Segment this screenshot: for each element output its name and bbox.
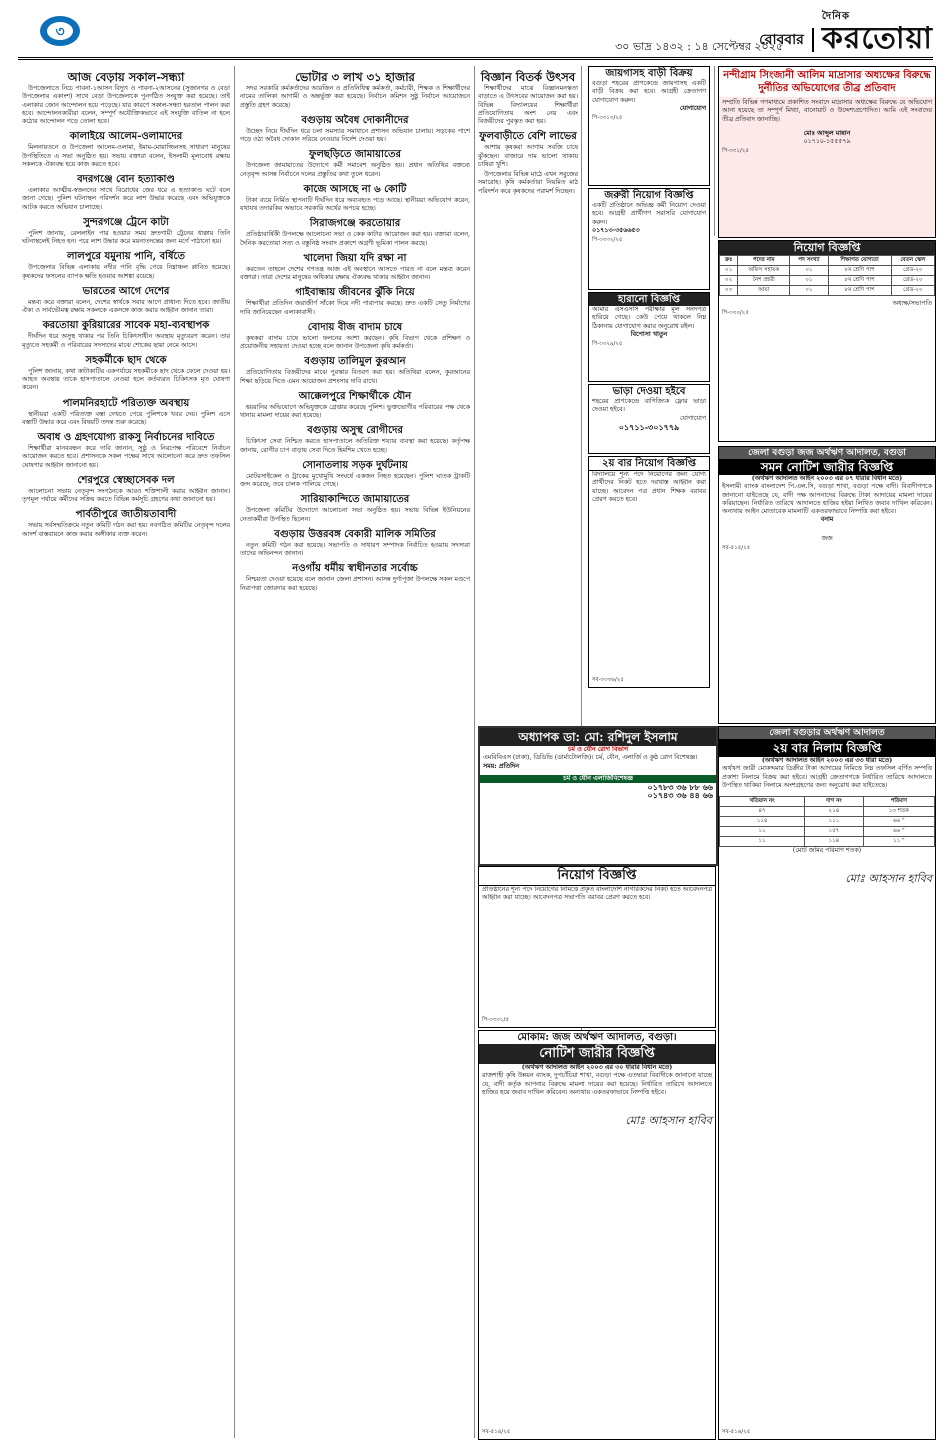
table-cell: ০৩ bbox=[720, 286, 738, 296]
ad-sub: (অর্থঋণ আদালত আইন ২০০৩ এর ৩০ ধারার বিধান মতে) bbox=[521, 1064, 673, 1071]
doctor-band: চর্ম ও যৌন এলার্জিবিশেষজ্ঞ bbox=[480, 775, 716, 783]
ad-sign: মোঃ আব্দুল মান্নান bbox=[803, 129, 851, 137]
table-row bbox=[720, 266, 935, 276]
table-cell: ১৫৭ bbox=[805, 827, 864, 837]
ad-title: নিয়োগ বিজ্ঞপ্তি bbox=[479, 867, 715, 886]
article-headline: খালেদা জিয়া যদি রক্ষা না bbox=[303, 252, 407, 264]
table-cell: ৪৭ bbox=[720, 807, 805, 817]
table-cell: ৬৬ ” bbox=[863, 817, 934, 827]
article-paragraph: পুলিশ জানায়, রেললাইন পার হওয়ার সময় দ্রুতগামী ট্রেনের ধাক্কায় তিনি ঘটনাস্থলেই নিহত হন। পরে লাশ উদ্ধার করে ময়নাতদন্তের জন্য মর্গে পাঠানো হয়। bbox=[22, 229, 230, 245]
ad-code: পি-৩৩১৩/২৫ bbox=[592, 115, 623, 121]
news-column-1 bbox=[22, 66, 230, 1438]
table-cell: ৮ম শ্রেণি পাশ bbox=[828, 266, 891, 276]
table-cell: ০১ bbox=[720, 266, 738, 276]
ad-contact: যোগাযোগ bbox=[679, 414, 706, 422]
article-paragraph: সদর সরকারি কর্মকর্তাদের আরজিন ও প্রতিনিধিত্ব কর্মকর্তা, কর্মচারী, শিক্ষক ও শিক্ষার্থীদের নামের তালিকা আগামী ও অন্তর্ভুক্ত করা হয়েছে। নির্বাচন কমিশন সুষ্ঠু নির্বাচন আয়োজনে প্রস্তুতি গ্রহণ করেছে। bbox=[240, 85, 470, 109]
ad-recruitment-2 bbox=[478, 866, 716, 1028]
table-header: পদের নাম bbox=[738, 256, 790, 266]
table-header: পদ সংখ্যা bbox=[790, 256, 828, 266]
table-cell: নৈশ প্রহরী bbox=[738, 276, 790, 286]
article-headline: গাইবান্ধায় জীবনের ঝুঁকি নিয়ে bbox=[295, 287, 415, 299]
article-paragraph: হয়রানির অভিযোগে অভিযুক্তকে গ্রেপ্তার করেছে পুলিশ। ভুক্তভোগীর পরিবারের পক্ষ থেকে থানায় মামলা দায়ের করা হয়েছে। bbox=[240, 403, 470, 419]
table-cell: ৮ম শ্রেণি পাশ bbox=[828, 276, 891, 286]
ad-code: পি-৩৩৩২/২৫ bbox=[592, 237, 623, 243]
masthead-day: রোববার bbox=[759, 28, 814, 52]
court-bar: জেলা বগুড়া জজ অর্থঋণ আদালত, বগুড়া bbox=[719, 447, 935, 459]
ad-title: জরুরী নিয়োগ বিজ্ঞপ্তি bbox=[604, 190, 694, 201]
ad-versus: বনাম bbox=[820, 516, 834, 524]
ad-title: হারানো বিজ্ঞপ্তি bbox=[589, 293, 709, 306]
article-paragraph: সভায় সর্বসম্মতিক্রমে নতুন কমিটি গঠন করা হয়। নবগঠিত কমিটির নেতৃবৃন্দ দলের আদর্শ বাস্তবায়নে কাজ করার অঙ্গীকার ব্যক্ত করেন। bbox=[22, 522, 230, 538]
ad-title: ২য় বার নিলাম বিজ্ঞপ্তি bbox=[719, 739, 935, 757]
doctor-name: অধ্যাপক ডা: মো: রশিদুল ইসলাম bbox=[480, 728, 716, 746]
ad-body: একটি প্রতিষ্ঠানে অভিজ্ঞ কর্মী নিয়োগ দেওয়া হবে। আগ্রহী প্রার্থীগণ সরাসরি যোগাযোগ করুন। bbox=[592, 202, 706, 226]
article-headline: বগুড়ায় অসুস্থ রোগীদের bbox=[307, 425, 403, 437]
auction-total: (মোট জমির পরিমাণ শতক) bbox=[792, 847, 862, 854]
table-cell: ০১ bbox=[790, 276, 828, 286]
ad-body: রাজশাহী কৃষি উন্নয়ন ব্যাংক, দুপচাঁচিয়া শাখা, বগুড়া পক্ষে এতদ্বারা বিবাদীকে জানানো যাচ্ছে যে, বাদী কর্তৃক আপনার বিরুদ্ধে মামলা দায়ের করা হয়েছে। নির্ধারিত তারিখে আদালতে হাজির হয়ে জবাব দাখিল করিবেন। অন্যথায় একতরফাভাবে নিষ্পত্তি হইবে। bbox=[482, 1072, 712, 1096]
table-cell: ০২ bbox=[720, 276, 738, 286]
news-column-3 bbox=[478, 66, 578, 786]
ad-code: সব-৫১৪/২৫ bbox=[482, 1428, 511, 1435]
doctor-body: এমবিবিএস (ঢাকা), ডিডিভি (ডার্মাটোলজি)। চর্ম, যৌন, এলার্জি ও কুষ্ঠ রোগ বিশেষজ্ঞ। bbox=[483, 754, 698, 762]
brand-top: দৈনিক bbox=[821, 11, 850, 22]
article-headline: বিজ্ঞান বিতর্ক উৎসব bbox=[480, 70, 576, 84]
masthead-date: ৩০ ভাদ্র ১৪৩২ : ১৪ সেপ্টেম্বর ২০২৫ bbox=[615, 40, 783, 53]
ad-signature: মোঃ আহসান হাবিব bbox=[625, 1114, 712, 1127]
court-name: মোকাম: জজ অর্থঋণ আদালত, বগুড়া। bbox=[517, 1032, 677, 1043]
page-number: ৩ bbox=[55, 24, 65, 40]
article-headline: নওগাঁয় ধর্মীয় স্বাধীনতার সর্বোচ্চ bbox=[292, 563, 418, 575]
article-headline: সোনাতলায় সড়ক দুর্ঘটনায় bbox=[302, 459, 408, 471]
article-paragraph: কৃষকরা বাদাম চাষে ভালো ফলনের আশা করছেন। কৃষি বিভাগ থেকে প্রশিক্ষণ ও প্রয়োজনীয় সহায়তা দেওয়া হচ্ছে বলে জানান উপজেলা কৃষি কর্মকর্তা। bbox=[240, 334, 470, 350]
article-paragraph: প্রতিষ্ঠাবার্ষিকী উপলক্ষে আলোচনা সভা ও কেক কাটার আয়োজন করা হয়। বক্তারা বলেন, দৈনিক করতোয়া সত্য ও বস্তুনিষ্ঠ সংবাদ প্রকাশে অগ্রণী ভূমিকা পালন করছে। bbox=[240, 231, 470, 247]
article-headline: কালাইয়ে আলেম-ওলামাদের bbox=[69, 131, 183, 143]
ad-code: সব-৫১৫/২৫ bbox=[722, 544, 751, 551]
table-cell: ১১ bbox=[720, 827, 805, 837]
ad-footer: অধ্যক্ষ/সভাপতি bbox=[892, 300, 932, 307]
article-paragraph: স্থানীয়রা একটি পরিত্যক্ত বস্তা দেখতে পেয়ে পুলিশকে খবর দেয়। পুলিশ এসে বস্তাটি উদ্ধার করে এবং বিষয়টি তদন্ত শুরু করেছে। bbox=[22, 410, 230, 426]
ad-body: সম্প্রতি বিভিন্ন গণমাধ্যমে প্রকাশিত সংবাদে মাদ্রাসার অধ্যক্ষের বিরুদ্ধে যে অভিযোগ আনা হয়েছে তা সম্পূর্ণ মিথ্যা, বানোয়াট ও উদ্দেশ্যপ্রণোদিত। আমি এই সংবাদের তীব্র প্রতিবাদ জানাচ্ছি। bbox=[722, 99, 932, 123]
column-divider bbox=[714, 66, 715, 236]
ad-title: নন্দীগ্রাম সিংজানী আলিম মাদ্রাসার অধ্যক্ষের বিরুদ্ধে দুর্নীতির অভিযোগের তীব্র প্রতিবাদ bbox=[719, 67, 935, 97]
ad-code: পি-৩৩২৯/২৫ bbox=[592, 341, 623, 347]
ad-code: সব-৩৩৩৬/২৫ bbox=[592, 676, 624, 683]
article-paragraph: এলাকার আত্মীয়-স্বজনদের সাথে বিরোধের জের ধরে এ হত্যাকাণ্ড ঘটে বলে জানা গেছে। পুলিশ ঘটনাস্থল পরিদর্শন করে লাশ উদ্ধার করেছে এবং অভিযুক্তকে আটক করতে অভিযান চালাচ্ছে। bbox=[22, 187, 230, 211]
article-headline: ফুলবাড়ীতে বেশি লাভের bbox=[479, 131, 577, 143]
article-paragraph: শিক্ষার্থীরা প্রতিদিন জরাজীর্ণ সাঁকো দিয়ে নদী পারাপার করছে। দ্রুত একটি সেতু নির্মাণের দাবি জানিয়েছেন এলাকাবাসী। bbox=[240, 300, 470, 316]
ad-name: বিপোসা খাতুন bbox=[630, 330, 668, 338]
table-cell: গ্রেড-২০ bbox=[891, 276, 934, 286]
ad-doctor bbox=[478, 726, 718, 866]
table-cell: ১১১ bbox=[805, 817, 864, 827]
article-paragraph: নিশ্চয়তা দেওয়া হয়েছে বলে জানান জেলা প্রশাসন। আসন্ন দুর্গাপূজা উপলক্ষে সকল মণ্ডপে নিরাপত্তা জোরদার করা হয়েছে। bbox=[240, 576, 470, 592]
table-header-row bbox=[720, 797, 935, 807]
article-paragraph: করতেন তাহলে দেশের গণতন্ত্র আজ এই অবস্থানে আসতে পারত না বলে মন্তব্য করেন বক্তারা। তারা দেশের মানুষের অধিকার রক্ষায় ঐক্যবদ্ধ থাকার আহ্বান জানান। bbox=[240, 265, 470, 281]
article-headline: পার্বতীপুরে জাতীয়তাবাদী bbox=[75, 509, 177, 521]
ad-contact: যোগাযোগ bbox=[679, 104, 706, 112]
ad-sub: (অর্থঋণ আদালত আইন ২০০৩ এর ০৭ ধারার বিধান মতে) bbox=[751, 475, 903, 482]
article-headline: আজ বেড়ায় সকাল-সন্ধ্যা bbox=[67, 70, 185, 84]
ad-title: জায়গাসহ বাড়ী বিক্রয় bbox=[605, 68, 693, 79]
table-row bbox=[720, 827, 935, 837]
article-headline: করতোয়া কুরিয়ারের সাবেক মহা-ব্যবস্থাপক bbox=[42, 320, 210, 332]
table-header: পরিমাণ bbox=[863, 797, 934, 807]
table-header: খতিয়ান নং bbox=[720, 797, 805, 807]
ad-body: শহরের প্রাণকেন্দ্রে বাণিজ্যিক ফ্লোর ভাড়া দেওয়া হইবে। bbox=[592, 398, 706, 414]
article-paragraph: মোটরসাইকেল ও ট্রাকের মুখোমুখি সংঘর্ষে একজন নিহত হয়েছেন। পুলিশ ঘাতক ট্রাকটি জব্দ করেছে, তবে চালক পালিয়ে গেছে। bbox=[240, 472, 470, 488]
ad-urgent-job bbox=[588, 188, 710, 290]
article-paragraph: দীর্ঘদিন ধরে অসুস্থ থাকার পর তিনি চিকিৎসাধীন অবস্থায় মৃত্যুবরণ করেন। তার মৃত্যুতে সহকর্মী ও পরিবারের সদস্যদের মাঝে শোকের ছায়া নেমে আসে। bbox=[22, 333, 230, 349]
table-cell: ১৩ শতক bbox=[863, 807, 934, 817]
article-paragraph: উচ্ছেদ নিয়ে দীর্ঘদিন ধরে চলা সমস্যার সমাধানে প্রশাসন অভিযান চালায়। সড়কের পাশে গড়ে ওঠা অবৈধ দোকান সরিয়ে নেওয়ার নির্দেশ দেওয়া হয়। bbox=[240, 127, 470, 143]
article-headline: অবাধ ও গ্রহণযোগ্য রাকসু নির্বাচনের দাবিতে bbox=[37, 432, 215, 443]
ad-lost-notice bbox=[588, 292, 710, 382]
article-paragraph: উপজেলার বিভিন্ন মাঠে এখন সবুজের সমারোহ। কৃষি কর্মকর্তারা নিয়মিত মাঠ পরিদর্শন করে কৃষকদের পরামর্শ দিচ্ছেন। bbox=[478, 171, 578, 195]
table-header: ক্রঃ bbox=[720, 256, 738, 266]
ad-court-notice bbox=[478, 1030, 716, 1440]
ad-title: সমন নোটিশ জারীর বিজ্ঞপ্তি bbox=[719, 459, 935, 475]
ad-madrasa-protest bbox=[718, 66, 936, 238]
article-headline: শেরপুরে স্বেচ্ছাসেবক দল bbox=[77, 474, 175, 486]
article-paragraph: আশায় কৃষকরা আগাম সবজি চাষে ঝুঁকছেন। বাজারে দাম ভালো থাকায় চাষিরা খুশি। bbox=[478, 144, 578, 168]
article-paragraph: মন্তব্য করে বক্তারা বলেন, দেশের স্বার্থকে সবার আগে প্রাধান্য দিতে হবে। জাতীয় ঐক্য ও সার্বভৌমত্ব রক্ষায় সকলকে একসঙ্গে কাজ করার আহ্বান জানান তারা। bbox=[22, 298, 230, 314]
doctor-slot: সময়: প্রতিদিন bbox=[483, 762, 519, 770]
table-header: শিক্ষাগত যোগ্যতা bbox=[828, 256, 891, 266]
table-header: বেতন স্কেল bbox=[891, 256, 934, 266]
column-divider bbox=[234, 66, 235, 1438]
table-cell: আয়া bbox=[738, 286, 790, 296]
article-headline: আক্কেলপুরে শিক্ষার্থীকে যৌন bbox=[298, 390, 412, 402]
article-paragraph: প্রতিযোগিতায় বিজয়ীদের মাঝে পুরস্কার বিতরণ করা হয়। অতিথিরা বলেন, কুরআনের শিক্ষা ছড়িয়ে দিতে এমন আয়োজন প্রশংসার দাবি রাখে। bbox=[240, 369, 470, 385]
table-row bbox=[720, 807, 935, 817]
table-row bbox=[720, 837, 935, 847]
table-cell: ৬৬ ” bbox=[863, 827, 934, 837]
ad-phone: ০১৭১১-৩০১৭৭৯ bbox=[618, 421, 680, 432]
ad-sign: জজ bbox=[821, 534, 833, 542]
ad-sub: (অর্থঋণ আদালত আইন ২০০৩ এর ৩৩ ধারা মতে) bbox=[761, 757, 893, 764]
article-paragraph: উপজেলা কমিটির উদ্যোগে আলোচনা সভা অনুষ্ঠিত হয়। সভায় বিভিন্ন ইউনিয়নের নেতাকর্মীরা উপস্থিত ছিলেন। bbox=[240, 507, 470, 523]
doctor-phone-1: ০১৭৮৩ ৩৬ ৮৮ ৬৬ bbox=[647, 782, 713, 792]
ad-title: নোটিশ জারীর বিজ্ঞপ্তি bbox=[479, 1044, 715, 1064]
news-column-2 bbox=[240, 66, 470, 1438]
table-cell: ১১৪ bbox=[720, 817, 805, 827]
article-paragraph: শিক্ষার্থীরা মানববন্ধন করে দাবি জানান, সুষ্ঠু ও নিরপেক্ষ পরিবেশে নির্বাচন আয়োজন করতে হবে। প্রশাসনকে সকল পক্ষের সাথে আলোচনা করে দ্রুত তফসিল ঘোষণার আহ্বান জানানো হয়। bbox=[22, 445, 230, 469]
auction-table bbox=[719, 796, 935, 847]
court-bar: জেলা বগুড়ার অর্থঋণ আদালত bbox=[719, 727, 935, 739]
article-headline: বগুড়ায় উত্তরবঙ্গ বেকারী মালিক সমিতির bbox=[274, 528, 436, 540]
article-headline: সুন্দরগঞ্জে ট্রেনে কাটা bbox=[83, 216, 169, 228]
table-cell: ০১ bbox=[790, 286, 828, 296]
table-cell: গ্রেড-২০ bbox=[891, 266, 934, 276]
table-cell: ১১ ” bbox=[863, 837, 934, 847]
article-headline: ফুলছড়িতে জামায়াতের bbox=[309, 149, 401, 161]
masthead bbox=[18, 10, 933, 60]
column-divider bbox=[474, 66, 475, 1438]
ad-body: ইসলামী ব্যাংক বাংলাদেশ পি.এল.সি, বগুড়া শাখা, বগুড়া পক্ষে বাদী। বিবাদীগণকে জানানো যাইতেছে যে, বাদী পক্ষ আপনাদের বিরুদ্ধে টাকা আদায়ের মামলা দায়ের করিয়াছেন। নির্ধারিত তারিখে আদালতে হাজির হইয়া লিখিত জবাব দাখিল করিবেন। অন্যথায় আইন মোতাবেক মামলাটি একতরফাভাবে নিষ্পত্তি করা হইবে। bbox=[722, 483, 932, 515]
brand-name: করতোয়া bbox=[821, 21, 933, 56]
ad-body: বিদ্যালয়ে শূন্য পদে নিয়োগের জন্য যোগ্য প্রার্থীদের নিকট হতে দরখাস্ত আহ্বান করা যাচ্ছে। আবেদন পত্র প্রধান শিক্ষক বরাবর প্রেরণ করতে হবে। bbox=[592, 471, 706, 503]
doctor-phone-2: ০১৭৪৩ ৩৬ ৪৪ ৬৬ bbox=[647, 790, 713, 801]
recruitment-table bbox=[719, 255, 935, 296]
table-row bbox=[720, 286, 935, 296]
article-paragraph: মিলনায়তনে ও উপজেলা আলেম-ওলামা, ইমাম-মোয়াজ্জিনসহ সাধারণ মানুষের উপস্থিতিতে এ সভা অনুষ্ঠিত হয়। সভায় বক্তারা বলেন, ইসলামী মূল্যবোধ রক্ষায় সকলকে ঐক্যবদ্ধ হয়ে কাজ করতে হবে। bbox=[22, 144, 230, 168]
article-paragraph: পুলিশ জানায়, কথা কাটাকাটির একপর্যায়ে সহকর্মীকে ছাদ থেকে ফেলে দেওয়া হয়। আহত অবস্থায় তাকে হাসপাতালে নেওয়া হলে কর্তব্যরত চিকিৎসক মৃত ঘোষণা করেন। bbox=[22, 367, 230, 392]
ad-code: সব-৫১৬/২৫ bbox=[722, 1428, 751, 1435]
ad-body: আমার এসএসসি পরীক্ষার মূল সনদপত্র হারিয়ে গেছে। কেউ পেয়ে থাকলে নিম্ন ঠিকানায় যোগাযোগ করার অনুরোধ রইল। bbox=[592, 306, 706, 330]
article-headline: বদরগঞ্জে বোন হত্যাকাণ্ড bbox=[77, 174, 175, 185]
table-cell: ২১৪ bbox=[805, 807, 864, 817]
doctor-dept: চর্ম ও যৌন রোগ বিভাগ bbox=[568, 746, 628, 753]
article-paragraph: টাকা ব্যয়ে নির্মিত স্থাপনাটি দীর্ঘদিন ধরে অব্যবহৃত পড়ে আছে। স্থানীয়রা অভিযোগ করেন, যথাযথ তদারকির অভাবে সরকারি অর্থের অপচয় হচ্ছে। bbox=[240, 196, 470, 212]
table-cell: ১১ bbox=[720, 837, 805, 847]
ad-title: নিয়োগ বিজ্ঞপ্তি bbox=[719, 241, 935, 255]
ad-recruitment-table bbox=[718, 240, 936, 442]
ad-phone: ০১৭১৩-৩৫৬৬৫৩ bbox=[592, 226, 640, 234]
table-row bbox=[720, 276, 935, 286]
article-headline: পালমনিরহাটে পরিত্যক্ত অবস্থায় bbox=[62, 397, 190, 409]
ad-body: প্রতিষ্ঠানের শূন্য পদে নিয়োগের নিমিত্তে প্রকৃত বাংলাদেশি নাগরিকদের নিকট হতে আবেদনপত্র আহ্বান করা যাচ্ছে। আবেদনপত্র সভাপতি বরাবর প্রেরণ করতে হবে। bbox=[482, 886, 712, 902]
article-headline: সারিয়াকান্দিতে জামায়াতের bbox=[300, 494, 410, 506]
newspaper-logo bbox=[822, 12, 933, 56]
ad-phone: ০১৭১০-১৫৫৫৭৯ bbox=[803, 138, 851, 145]
table-cell: গ্রেড-২০ bbox=[891, 286, 934, 296]
table-cell: অফিস সহায়ক bbox=[738, 266, 790, 276]
article-paragraph: উপজেলা জামায়াতের উদ্যোগে কর্মী সমাবেশ অনুষ্ঠিত হয়। প্রধান অতিথির বক্তব্যে নেতৃবৃন্দ আসন্ন নির্বাচনে দলের প্রস্তুতির কথা তুলে ধরেন। bbox=[240, 162, 470, 178]
table-cell: ০১ bbox=[790, 266, 828, 276]
table-cell: ৮ম শ্রেণি পাশ bbox=[828, 286, 891, 296]
article-headline: ভোটার ৩ লাখ ৩১ হাজার bbox=[295, 70, 415, 84]
ad-code: পি-৩৩৩১/৫ bbox=[482, 1016, 509, 1023]
article-headline: সহকর্মীকে ছাদ থেকে bbox=[85, 354, 167, 366]
article-paragraph: উপজেলার বিভিন্ন এলাকায় নদীর পানি বৃদ্ধি পেয়ে নিম্নাঞ্চল প্লাবিত হয়েছে। কৃষকদের ফসলের ব্যাপক ক্ষতি হওয়ার আশঙ্কা রয়েছে। bbox=[22, 264, 230, 280]
table-row bbox=[720, 817, 935, 827]
ad-body: অর্থঋণ জারী মোকদ্দমার ডিক্রীর টাকা আদায়ের নিমিত্তে নিম্ন তফসিল বর্ণিত সম্পত্তি প্রকাশ্য নিলামে বিক্রয় করা হইবে। আগ্রহী ক্রেতাগণকে নির্ধারিত তারিখে আদালতে উপস্থিত থাকিয়া নিলামে অংশগ্রহণের জন্য অনুরোধ করা যাইতেছে। bbox=[722, 765, 932, 789]
article-headline: বগুড়ায় তালিমুল কুরআন bbox=[304, 356, 406, 368]
article-paragraph: আলোচনা সভায় নেতৃবৃন্দ সংগঠনকে আরও শক্তিশালী করার আহ্বান জানান। তৃণমূল পর্যায়ে কর্মীদের সক্রিয় করতে বিভিন্ন কর্মসূচি গ্রহণের কথা জানানো হয়। bbox=[22, 487, 230, 503]
table-header-row bbox=[720, 256, 935, 266]
article-headline: বগুড়ায় অবৈধ দোকানীদের bbox=[301, 114, 409, 126]
masthead-rule bbox=[18, 57, 933, 60]
ad-auction-notice bbox=[718, 726, 936, 1440]
ad-house-sale bbox=[588, 66, 710, 186]
table-cell: ১১৪ bbox=[805, 837, 864, 847]
ad-body: বগুড়া শহরের প্রাণকেন্দ্রে জায়গাসহ একটি বাড়ী বিক্রয় করা হবে। আগ্রহী ক্রেতাগণ যোগাযোগ করুন। bbox=[592, 80, 706, 104]
article-headline: লালপুরে যমুনায় পানি, বর্ষিতে bbox=[66, 251, 186, 263]
ad-title: ২য় বার নিয়োগ বিজ্ঞপ্তি bbox=[589, 457, 709, 471]
article-headline: বোদায় বীজ বাদাম চাষে bbox=[307, 321, 403, 333]
ad-summons-notice bbox=[718, 446, 936, 724]
article-paragraph: উপজেলাতে নিচে পাবনা-১আসন বিদ্যুৎ ও পাবনা-২আসনের (সুজানগর ও বেড়া উপজেলার একাংশ) সাথে বেড়া উপজেলাকে পুনর্গঠিত সংযুক্ত করা হয়েছে। তাই এলাকার জোন আন্দোলন হয়ে পড়েছে। যার কারণে সকাল-সন্ধ্যা হরতাল পালন করা হবে। আন্দোলনকারীরা বলেন, সম্পূর্ণ অযৌক্তিকভাবে এই সংযুক্তি বাতিল না হলে কঠোর আন্দোলন গড়ে তোলা হবে। bbox=[22, 85, 230, 125]
page-number-badge bbox=[38, 13, 82, 49]
ad-second-recruitment bbox=[588, 456, 710, 688]
ad-title: ভাড়া দেওয়া হইবে bbox=[612, 386, 686, 397]
article-paragraph: শিক্ষার্থীদের মাঝে বিজ্ঞানমনস্কতা বাড়াতে এ উৎসবের আয়োজন করা হয়। বিভিন্ন বিদ্যালয়ের শিক্ষার্থীরা প্রতিযোগিতায় অংশ নেয় এবং বিজয়ীদের পুরস্কৃত করা হয়। bbox=[478, 85, 578, 125]
ad-signature: মোঃ আহসান হাবিব bbox=[845, 872, 932, 886]
ad-for-rent bbox=[588, 384, 710, 454]
ad-code: পি-৩৩১/২৫ bbox=[722, 148, 749, 155]
ad-code: পি-৩৩০/২৫ bbox=[722, 310, 749, 317]
table-header: দাগ নং bbox=[805, 797, 864, 807]
article-paragraph: চিকিৎসা সেবা নিশ্চিত করতে হাসপাতালে অতিরিক্ত শয্যার ব্যবস্থা করা হয়েছে। কর্তৃপক্ষ জানায়, রোগীর চাপ বাড়ায় সেবা দিতে হিমশিম খেতে হচ্ছে। bbox=[240, 438, 470, 454]
article-headline: কাজে আসছে না ৬ কোটি bbox=[303, 183, 407, 195]
article-headline: ভারতের আগে দেশের bbox=[82, 285, 170, 297]
article-paragraph: নতুন কমিটি গঠন করা হয়েছে। সভাপতি ও সাধারণ সম্পাদক নির্বাচিত হওয়ায় সদস্যরা তাদের অভিনন্দন জানান। bbox=[240, 541, 470, 557]
article-headline: সিরাজগঞ্জে করতোয়ার bbox=[309, 218, 401, 230]
